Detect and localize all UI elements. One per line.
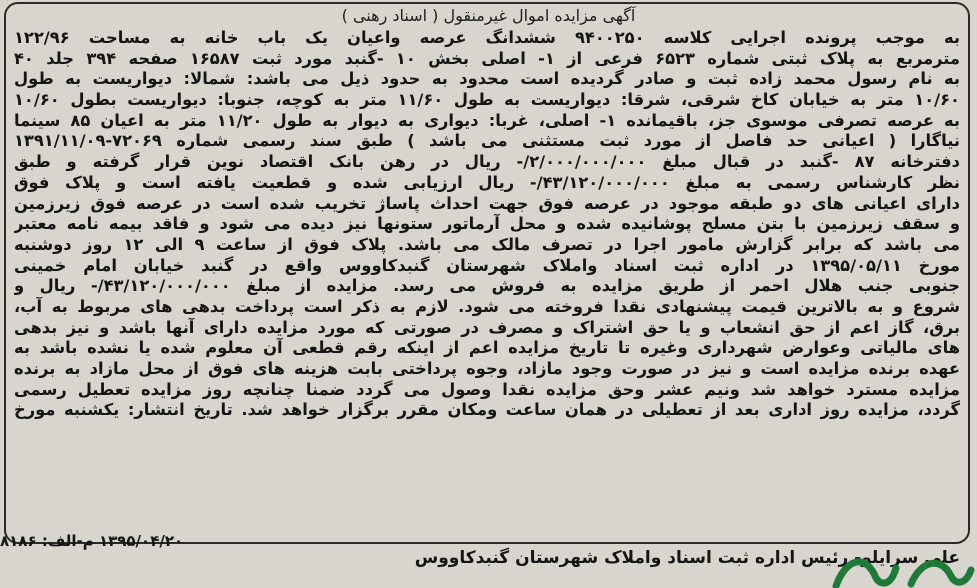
notice-line: می باشد که برابر گزارش مامور اجرا در تصرف مالک می باشد. پلاک فوق از ساعت ۹ الی ۱۲ روز دوشنبه: [14, 234, 960, 254]
notice-line: مورخ ۱۳۹۵/۰۵/۱۱ در اداره ثبت اسناد واملاک شهرستان گنبدکاووس واقع در گنبد خیابان امام خمینی: [14, 255, 960, 275]
notice-line: به نام رسول محمد زاده ثبت و صادر گردیده است محدود به حدود ذیل می باشد: شمالا: دیواریست به طول: [14, 69, 960, 89]
notice-line: گردد، مزایده روز اداری بعد از تعطیلی در همان ساعت ومکان مقرر برگزار خواهد شد. تاریخ انتشار: یکشنبه مورخ: [14, 400, 960, 420]
notice-title: آگهی مزایده اموال غیرمنقول ( اسناد رهنی ): [341, 6, 636, 25]
notice-line: جنوبی جنب هلال احمر از طریق مزایده به فروش می رسد. مزایده از مبلغ ۴۳/۱۲۰/۰۰۰/۰۰۰/- ریال و: [14, 276, 960, 296]
notice-line: مزایده مسترد خواهد شد ونیم عشر وحق مزایده نقدا وصول می گردد ضمنا چنانچه روز مزایده تعطیل رسمی: [14, 379, 960, 399]
notice-line: شروع و به بالاترین قیمت پیشنهادی نقدا فروخته می شود. لازم به ذکر است پرداخت بدهی های مربوط به آب،: [14, 296, 960, 316]
notice-line: نیاگارا ( اعیانی حد فاصل از مورد ثبت مستثنی می باشد ) طبق سند رسمی شماره ۷۲۰۶۹-۱۳۹۱/۱۱/۰۹: [14, 131, 960, 151]
notice-line: دفترخانه ۸۷ -گنبد در قبال مبلغ ۲/۰۰۰/۰۰۰/۰۰۰/- ریال در رهن بانک اقتصاد نوین قرار گرفته و طبق: [14, 152, 960, 172]
notice-body: [14, 28, 960, 421]
notice-line: نظر کارشناس رسمی به مبلغ ۴۳/۱۲۰/۰۰۰/۰۰۰/- ریال ارزیابی شده و قطعیت یافته است و پلاک فوق: [14, 172, 960, 192]
notice-line: ۱۰/۶۰ متر به خیابان کاخ شرقی، شرقا: دیواریست به طول ۱۱/۶۰ متر به کوچه، جنوبا: دیواریست بطول ۱۰/۶۰: [14, 90, 960, 110]
notice-line: عهده برنده مزایده است و نیز در صورت وجود مازاد، وجوه پرداختی بابت هزینه های فوق از محل مازاد به برنده: [14, 359, 960, 378]
notice-line: و سقف زیرزمین با بتن مسلح پوشانیده شده و محل آرماتور ستونها نیز دیده می شود و فاقد بیمه نامه معتبر: [14, 214, 960, 234]
publication-reference: ۱۳۹۵/۰۴/۲۰ م-الف: ۸۱۸۶: [0, 532, 184, 550]
notice-line: برق، گاز اعم از حق انشعاب و یا حق اشتراک و مصرف در صورتی که مورد مزایده دارای آنها باشد و نیز بدهی: [14, 317, 960, 337]
notice-line: های مالیاتی وعوارض شهرداری وغیره تا تاریخ مزایده اعم از اینکه رقم قطعی آن معلوم شده یا نشده باشد به: [14, 338, 960, 358]
notice-line: مترمربع به پلاک ثبتی شماره ۶۵۲۳ فرعی از ۱- اصلی بخش ۱۰ -گنبد مورد ثبت ۱۶۵۸۷ صفحه ۳۹۴ جلد ۴۰: [14, 48, 960, 68]
notice-line: به عرصه تصرفی موسوی جز، باقیمانده ۱- اصلی، غربا: دیواری به دیوار به طول ۱۱/۲۰ متر به اعیان ۸۵ سینما: [14, 110, 960, 130]
notice-line: دارای اعیانی های دو طبقه موجود در عرصه فوق جهت احداث پاساژ تخریب شده است در عرصه فوق زیرزمین: [14, 193, 960, 213]
signature-line: علی سرایلو- رئیس اداره ثبت اسناد واملاک شهرستان گنبدکاووس: [414, 548, 960, 568]
notice-line: به موجب پرونده اجرایی کلاسه ۹۴۰۰۲۵۰ ششدانگ عرصه واعیان یک باب خانه به مساحت ۱۲۲/۹۶: [14, 28, 960, 47]
newspaper-logo-icon: [826, 548, 976, 588]
